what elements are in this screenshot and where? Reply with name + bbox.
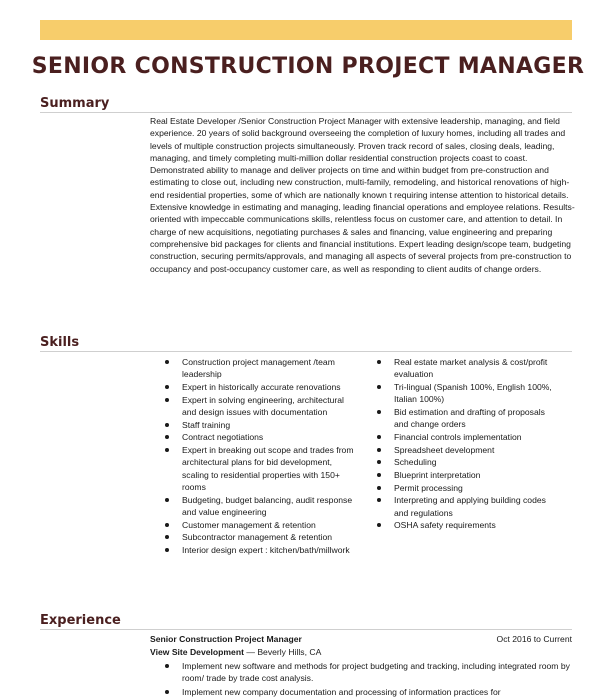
skill-item: Financial controls implementation: [377, 431, 557, 443]
skill-item: Permit processing: [377, 482, 557, 494]
job-bullet-list: [165, 660, 575, 699]
section-divider: [40, 351, 572, 352]
bullet-icon: [377, 498, 381, 502]
skill-item: Expert in historically accurate renovations: [165, 381, 360, 393]
summary-heading: Summary: [40, 96, 110, 111]
bullet-icon: [377, 385, 381, 389]
bullet-icon: [165, 498, 169, 502]
skill-item: OSHA safety requirements: [377, 519, 557, 531]
skill-item: Staff training: [165, 419, 360, 431]
bullet-icon: [377, 360, 381, 364]
bullet-icon: [165, 690, 169, 694]
skill-item: Bid estimation and drafting of proposals and change orders: [377, 406, 557, 431]
bullet-icon: [165, 398, 169, 402]
skill-item: Construction project management /team leadership: [165, 356, 360, 381]
job-company-line: [150, 647, 321, 657]
skills-section-header: [40, 335, 572, 357]
bullet-icon: [165, 385, 169, 389]
skill-item: Tri-lingual (Spanish 100%, English 100%, Italian 100%): [377, 381, 557, 406]
skill-item: Subcontractor management & retention: [165, 531, 360, 543]
job-bullet: Implement new software and methods for project budgeting and tracking, including integrated room by room/ trade by trade cost analysis.: [165, 660, 575, 685]
bullet-icon: [165, 360, 169, 364]
bullet-icon: [165, 435, 169, 439]
skill-item: Interior design expert : kitchen/bath/millwork: [165, 544, 360, 556]
bullet-icon: [377, 473, 381, 477]
job-location: Beverly Hills, CA: [257, 647, 322, 657]
job-title: Senior Construction Project Manager: [150, 634, 302, 644]
skill-item: Interpreting and applying building codes and regulations: [377, 494, 557, 519]
skill-item: Scheduling: [377, 456, 557, 468]
skill-item: Budgeting, budget balancing, audit response and value engineering: [165, 494, 360, 519]
skill-item: Blueprint interpretation: [377, 469, 557, 481]
bullet-icon: [165, 535, 169, 539]
skill-item: Contract negotiations: [165, 431, 360, 443]
skills-heading: Skills: [40, 335, 80, 350]
job-bullet: Implement new company documentation and processing of information practices for: [165, 686, 575, 698]
summary-text: Real Estate Developer /Senior Construction Project Manager with extensive leadership, managing, and field experience. 20 years of solid background overseeing the completion of luxury homes, including all trades and levels of multiple construction projects simultaneously. Proven track record of sales, closing deals, leading, managing, and timely completing multi-million dollar residential construction projects coast to coast. Demonstrated ability to manage and deliver projects on time and within budget from pre-construction and estimating to close out, including new construction, multi-family, remodeling, and historical renovations of high-end residential properties, some of which are nationally known t requiring intense attention to historical details. Extensive knowledge in estimating and managing, leading financial operations and employee relations. Results-oriented with impeccable communications skills, relentless focus on customer care, and attention to detail. In charge of new acquisitions, negotiating purchases & sales and financing, value engineering and preparing comprehensive bid packages for clients and financial institutions. Expert leading design/scope team, budgeting construction, securing permits/approvals, and managing all aspects of several projects from pre-construction to occupancy and post-occupancy customer care, as well as responding to client audits of change orders.: [150, 116, 575, 274]
experience-section-header: [40, 613, 572, 635]
skill-item: Expert in solving engineering, architectural and design issues with documentation: [165, 394, 360, 419]
bullet-icon: [377, 435, 381, 439]
bullet-icon: [165, 423, 169, 427]
section-divider: [40, 629, 572, 630]
job-dates: Oct 2016 to Current: [496, 634, 572, 644]
skills-list-right: [377, 356, 557, 532]
section-divider: [40, 112, 572, 113]
bullet-icon: [377, 448, 381, 452]
job-company: View Site Development: [150, 647, 244, 657]
bullet-icon: [165, 548, 169, 552]
skill-item: Customer management & retention: [165, 519, 360, 531]
bullet-icon: [377, 523, 381, 527]
header-accent-bar: [40, 20, 572, 40]
skill-item: Expert in breaking out scope and trades from architectural plans for bid development, scaling to residential properties with 150+ rooms: [165, 444, 360, 493]
skills-list-left: [165, 356, 360, 557]
bullet-icon: [377, 410, 381, 414]
skill-item: Spreadsheet development: [377, 444, 557, 456]
experience-heading: Experience: [40, 613, 121, 628]
resume-name: SENIOR CONSTRUCTION PROJECT MANAGER: [31, 54, 585, 79]
bullet-icon: [377, 486, 381, 490]
bullet-icon: [165, 523, 169, 527]
bullet-icon: [165, 448, 169, 452]
bullet-icon: [165, 664, 169, 668]
bullet-icon: [377, 460, 381, 464]
job-separator: —: [243, 647, 258, 657]
skill-item: Real estate market analysis & cost/profit evaluation: [377, 356, 557, 381]
